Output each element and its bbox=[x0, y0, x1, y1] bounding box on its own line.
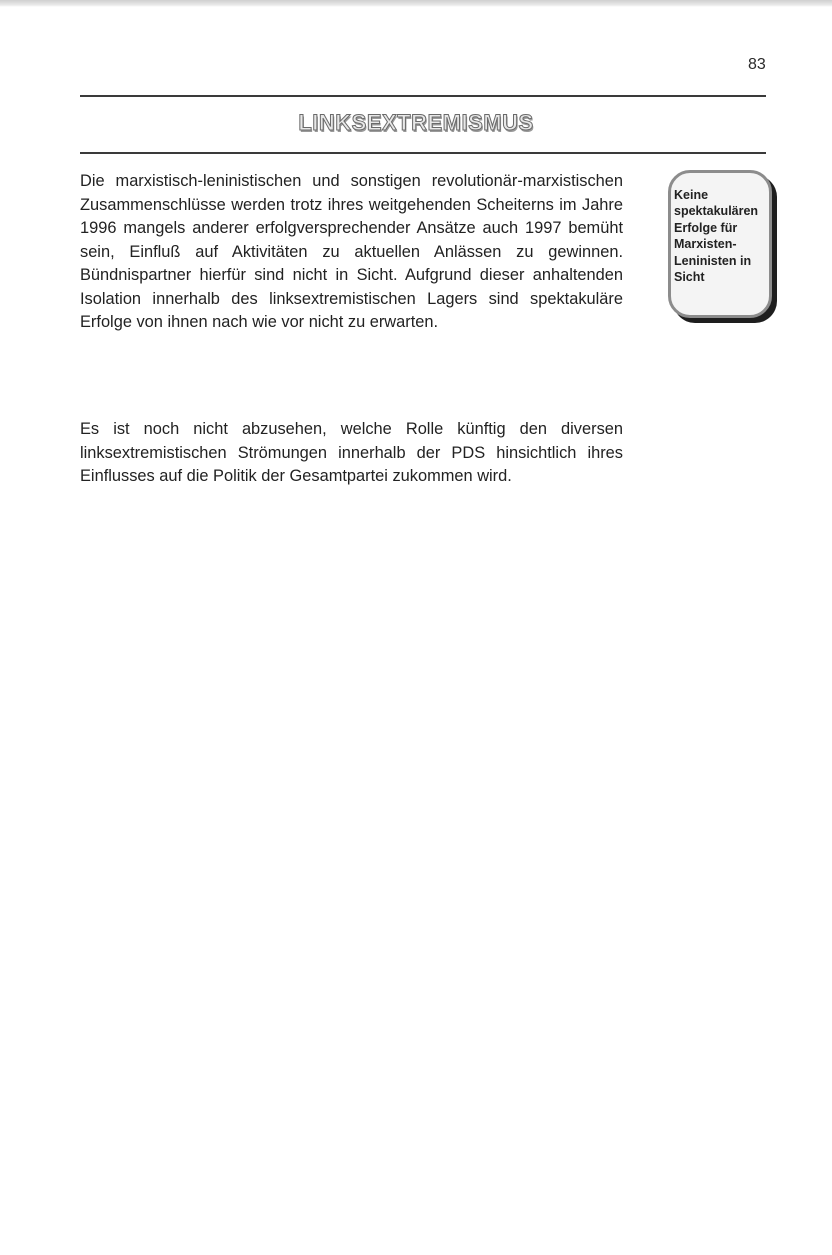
body-paragraph-1 bbox=[80, 170, 623, 335]
section-title: LINKSEXTREMISMUS bbox=[298, 110, 534, 135]
body-paragraph-2 bbox=[80, 418, 623, 489]
page-number: 83 bbox=[748, 56, 766, 73]
margin-note-text: Keine spektakulären Erfolge für Marxisten-Leninisten in Sicht bbox=[674, 188, 759, 285]
paragraph-text: Die marxistisch-leninistischen und sonstigen revolutionär-marxistischen Zusammenschlüsse werden trotz ihres weitgehenden Scheiterns im Jahre 1996 mangels anderer erfolgversprechender Ansätze auch 1997 bemüht sein, Einfluß auf Aktivitäten zu aktuellen Anlässen zu gewinnen. Bündnispartner hierfür sind nicht in Sicht. Aufgrund dieser anhaltenden Isolation innerhalb des linksextremistischen Lagers sind spektakuläre Erfolge von ihnen nach wie vor nicht zu erwarten. bbox=[80, 172, 623, 331]
margin-note-box bbox=[668, 170, 772, 318]
paragraph-text: Es ist noch nicht abzusehen, welche Rolle künftig den diversen linksextremistischen Strömungen innerhalb der PDS hinsichtlich ihres Einflusses auf die Politik der Gesamtpartei zukommen wird. bbox=[80, 420, 623, 485]
header-rule-top bbox=[80, 95, 766, 97]
header-rule-bottom bbox=[80, 152, 766, 154]
scan-edge bbox=[0, 0, 832, 7]
